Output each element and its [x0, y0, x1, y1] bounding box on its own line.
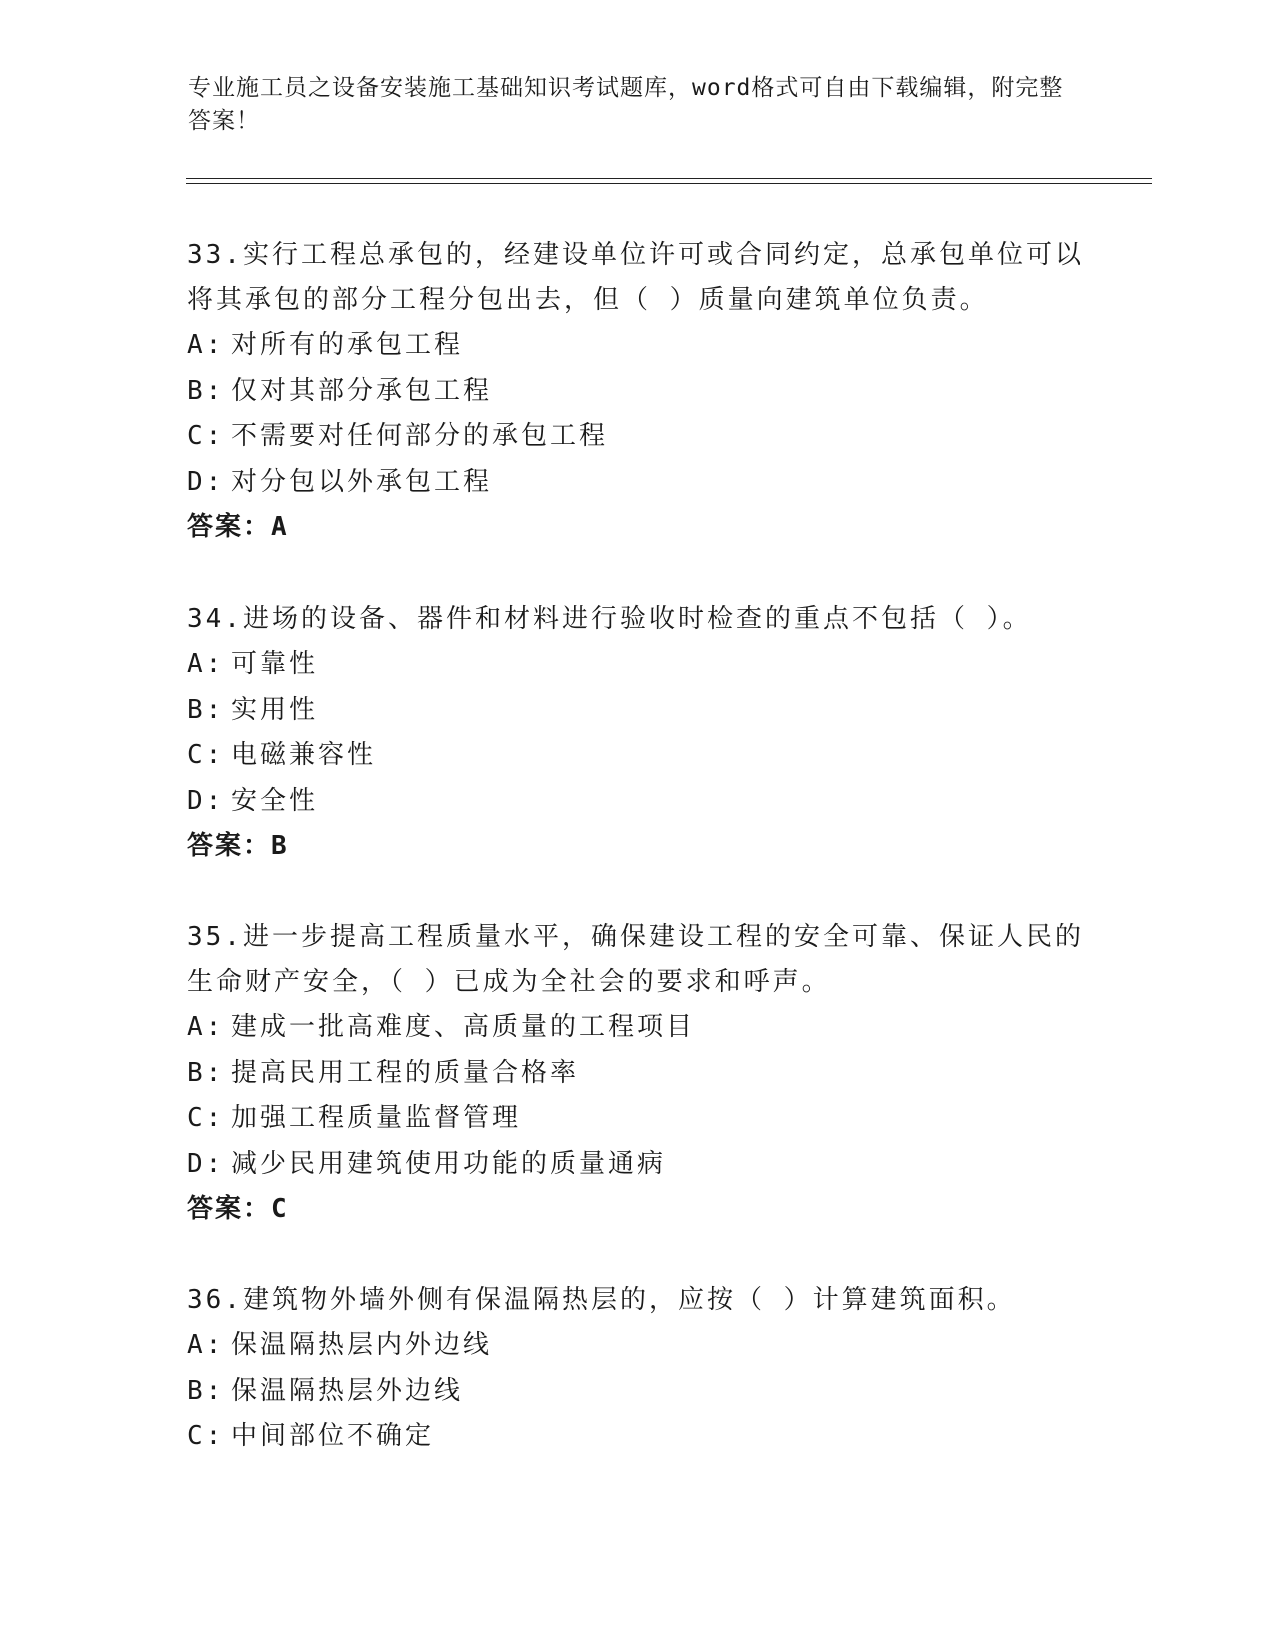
option-key: C: — [187, 421, 225, 451]
answer-line: 答案：A — [187, 512, 289, 542]
question-block — [187, 915, 1087, 1232]
option-a — [187, 1005, 1087, 1051]
option-key: A: — [187, 330, 225, 360]
question-stem: 34.进场的设备、器件和材料进行验收时检查的重点不包括（ ）。 — [187, 604, 1032, 634]
option-c — [187, 1096, 1087, 1142]
option-key: D: — [187, 785, 225, 816]
option-text: 保温隔热层外边线 — [231, 1375, 464, 1406]
option-b — [187, 369, 1087, 415]
option-b — [187, 1369, 1087, 1415]
option-key: B: — [187, 1375, 225, 1406]
option-key: B: — [187, 375, 225, 406]
answer-line: 答案：C — [187, 1194, 289, 1224]
option-key: D: — [187, 1148, 225, 1179]
option-text: 电磁兼容性 — [231, 740, 377, 770]
option-text: 对分包以外承包工程 — [231, 466, 493, 497]
question-block — [187, 233, 1087, 550]
option-text: 实用性 — [231, 694, 319, 725]
option-key: C: — [187, 1103, 225, 1133]
option-d — [187, 1142, 1087, 1188]
option-key: D: — [187, 466, 225, 497]
option-key: B: — [187, 694, 225, 725]
question-stem: 35.进一步提高工程质量水平，确保建设工程的安全可靠、保证人民的生命财产安全，（ ）已成为全社会的要求和呼声。 — [187, 922, 1084, 997]
answer-line: 答案：B — [187, 831, 289, 861]
option-text: 中间部位不确定 — [231, 1421, 435, 1451]
option-key: A: — [187, 1330, 225, 1360]
option-d — [187, 779, 1087, 825]
option-c — [187, 414, 1087, 460]
option-text: 对所有的承包工程 — [231, 330, 464, 360]
header-divider-top — [186, 178, 1152, 179]
option-text: 仅对其部分承包工程 — [231, 375, 493, 406]
option-b — [187, 688, 1087, 734]
header-divider-bottom — [186, 183, 1152, 184]
question-stem: 33.实行工程总承包的，经建设单位许可或合同约定，总承包单位可以将其承包的部分工程分包出去，但（ ）质量向建筑单位负责。 — [187, 240, 1084, 315]
option-a — [187, 642, 1087, 688]
option-text: 可靠性 — [231, 649, 319, 679]
option-text: 建成一批高难度、高质量的工程项目 — [231, 1012, 696, 1042]
option-a — [187, 323, 1087, 369]
option-text: 安全性 — [231, 785, 319, 816]
option-text: 保温隔热层内外边线 — [231, 1330, 493, 1360]
option-d — [187, 460, 1087, 506]
option-text: 减少民用建筑使用功能的质量通病 — [231, 1148, 667, 1179]
option-key: A: — [187, 649, 225, 679]
option-c — [187, 1414, 1087, 1460]
option-key: C: — [187, 1421, 225, 1451]
option-a — [187, 1323, 1087, 1369]
option-key: B: — [187, 1057, 225, 1088]
question-stem: 36.建筑物外墙外侧有保温隔热层的，应按（ ）计算建筑面积。 — [187, 1285, 1016, 1315]
option-key: A: — [187, 1012, 225, 1042]
question-block — [187, 1278, 1087, 1460]
option-text: 提高民用工程的质量合格率 — [231, 1057, 580, 1088]
option-text: 加强工程质量监督管理 — [231, 1103, 522, 1133]
option-c — [187, 733, 1087, 779]
option-key: C: — [187, 740, 225, 770]
option-text: 不需要对任何部分的承包工程 — [231, 421, 609, 451]
option-b — [187, 1051, 1087, 1097]
document-header: 专业施工员之设备安装施工基础知识考试题库，word格式可自由下载编辑，附完整答案！ — [188, 75, 1064, 134]
question-block — [187, 597, 1087, 869]
